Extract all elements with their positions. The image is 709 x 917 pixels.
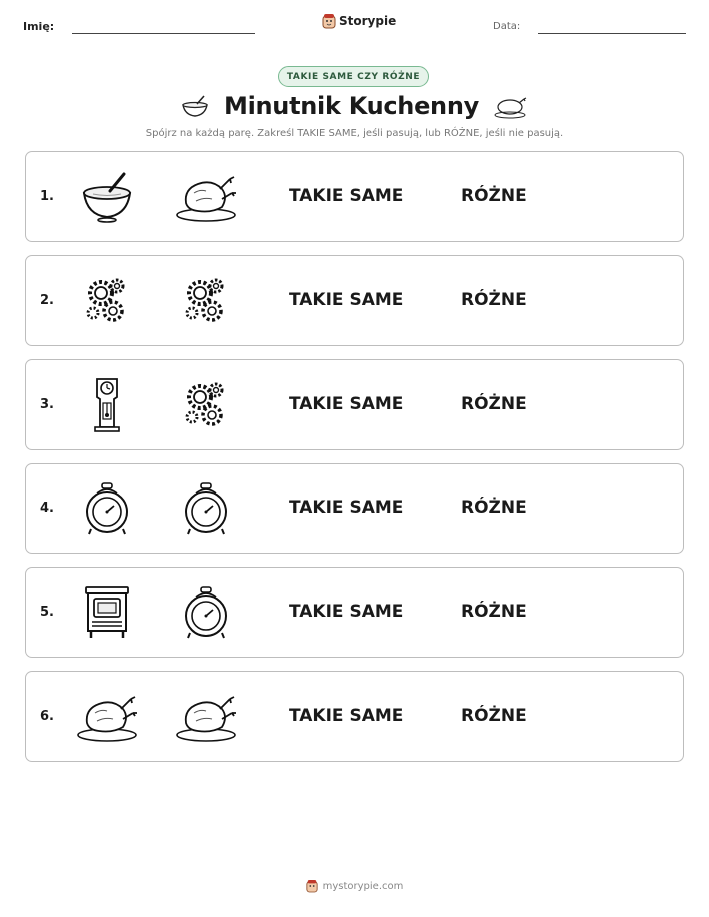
stove-icon [77, 585, 137, 641]
roast-chicken-icon [493, 93, 529, 119]
footer-site-link[interactable]: mystorypie.com [322, 880, 404, 892]
same-option[interactable]: TAKIE SAME [289, 290, 404, 310]
same-option[interactable]: TAKIE SAME [289, 498, 404, 518]
kitchen-timer-icon [176, 585, 236, 641]
title-row [0, 92, 709, 120]
gears-icon [176, 273, 236, 329]
comparison-row-3 [25, 359, 684, 450]
kitchen-timer-icon [77, 481, 137, 537]
storypie-mascot-icon [306, 879, 318, 893]
row-number: 1. [40, 189, 54, 204]
roast-chicken-icon [176, 169, 236, 225]
brand-name: Storypie [339, 14, 397, 28]
same-option[interactable]: TAKIE SAME [289, 706, 404, 726]
date-field[interactable] [538, 33, 686, 34]
comparison-row-2 [25, 255, 684, 346]
kitchen-timer-icon [176, 481, 236, 537]
grandfather-clock-icon [77, 377, 137, 433]
instructions-text: Spójrz na każdą parę. Zakreśl TAKIE SAME, jeśli pasują, lub RÓŻNE, jeśli nie pasują. [145, 128, 564, 139]
gears-icon [77, 273, 137, 329]
row-number: 2. [40, 293, 54, 308]
page-title: Minutnik Kuchenny [224, 92, 479, 120]
brand-logo [322, 13, 396, 29]
same-option[interactable]: TAKIE SAME [289, 186, 404, 206]
same-option[interactable]: TAKIE SAME [289, 602, 404, 622]
name-label: Imię: [23, 20, 55, 33]
comparison-row-1 [25, 151, 684, 242]
name-field[interactable] [72, 33, 255, 34]
row-number: 4. [40, 501, 54, 516]
row-number: 5. [40, 605, 54, 620]
roast-chicken-icon [176, 689, 236, 745]
bowl-icon [180, 93, 210, 119]
same-option[interactable]: TAKIE SAME [289, 394, 404, 414]
worksheet-header [0, 0, 709, 50]
activity-type-badge: TAKIE SAME CZY RÓŻNE [278, 66, 429, 87]
different-option[interactable]: RÓŻNE [461, 394, 527, 414]
roast-chicken-icon [77, 689, 137, 745]
date-label: Data: [493, 21, 521, 32]
different-option[interactable]: RÓŻNE [461, 290, 527, 310]
storypie-mascot-icon [322, 13, 336, 29]
gears-icon [176, 377, 236, 433]
comparison-row-6 [25, 671, 684, 762]
comparison-row-5 [25, 567, 684, 658]
row-number: 3. [40, 397, 54, 412]
different-option[interactable]: RÓŻNE [461, 186, 527, 206]
different-option[interactable]: RÓŻNE [461, 498, 527, 518]
bowl-icon [77, 169, 137, 225]
footer [0, 879, 709, 893]
different-option[interactable]: RÓŻNE [461, 706, 527, 726]
different-option[interactable]: RÓŻNE [461, 602, 527, 622]
comparison-row-4 [25, 463, 684, 554]
row-number: 6. [40, 709, 54, 724]
